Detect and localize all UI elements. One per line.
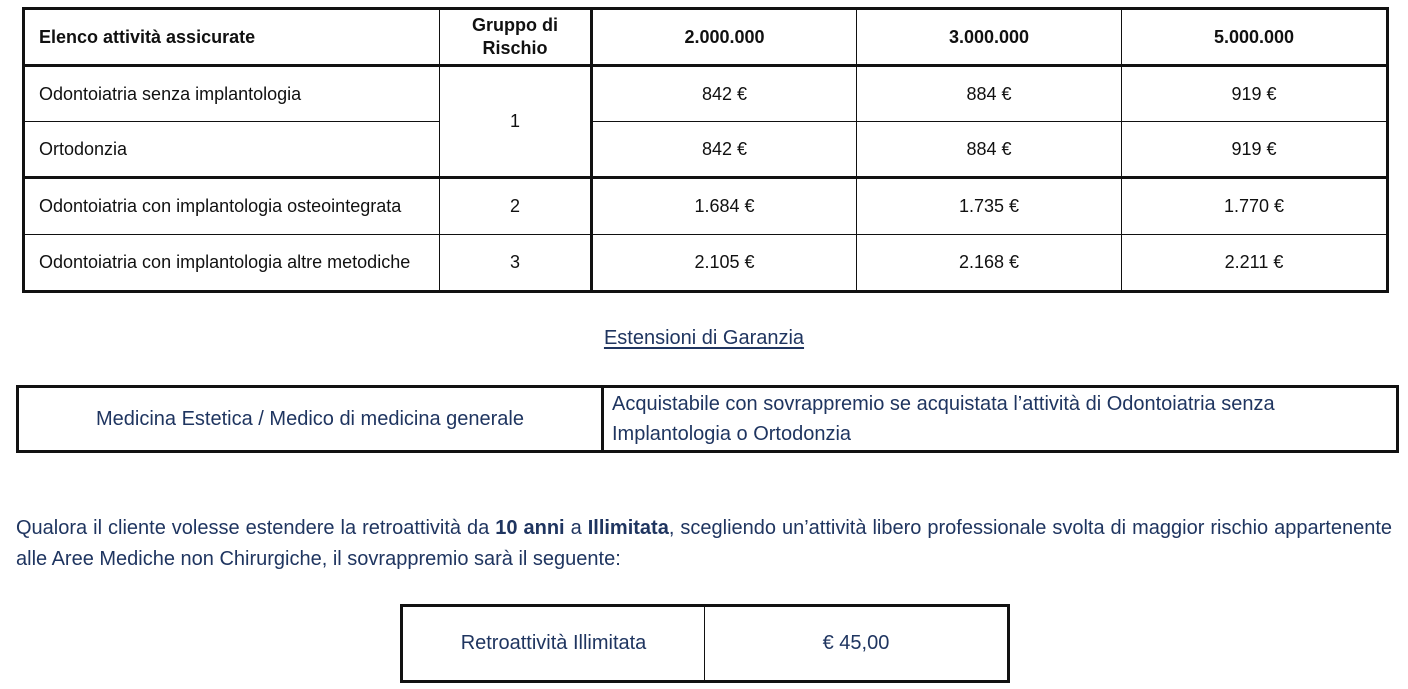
- table-row: [18, 387, 1398, 452]
- paragraph-text: Qualora il cliente volesse estendere la retroattività da: [16, 517, 496, 539]
- retroactivity-value-cell: € 45,00: [705, 606, 1009, 682]
- header-limit-2m: 2.000.000: [592, 9, 857, 66]
- price-cell: 1.735 €: [857, 178, 1122, 235]
- table-row: [24, 235, 1388, 292]
- header-limit-5m: 5.000.000: [1122, 9, 1388, 66]
- table-row: [24, 122, 1388, 178]
- pricing-table: [22, 7, 1389, 293]
- header-limit-3m: 3.000.000: [857, 9, 1122, 66]
- activity-cell: Odontoiatria con implantologia altre metodiche: [24, 235, 440, 292]
- price-cell: 1.770 €: [1122, 178, 1388, 235]
- price-cell: 2.105 €: [592, 235, 857, 292]
- retroactivity-paragraph: [16, 513, 1392, 575]
- header-activity: Elenco attività assicurate: [24, 9, 440, 66]
- activity-cell: Odontoiatria con implantologia osteointegrata: [24, 178, 440, 235]
- price-cell: 919 €: [1122, 122, 1388, 178]
- extension-condition-cell: Acquistabile con sovrappremio se acquistata l’attività di Odontoiatria senza Implantologia o Ortodonzia: [603, 387, 1398, 452]
- price-cell: 842 €: [592, 122, 857, 178]
- activity-cell: Odontoiatria senza implantologia: [24, 66, 440, 122]
- activity-cell: Ortodonzia: [24, 122, 440, 178]
- extensions-title: Estensioni di Garanzia: [603, 327, 805, 349]
- price-cell: 2.211 €: [1122, 235, 1388, 292]
- pricing-table-header-row: [24, 9, 1388, 66]
- price-cell: 884 €: [857, 66, 1122, 122]
- header-risk-group: Gruppo di Rischio: [440, 9, 592, 66]
- price-cell: 2.168 €: [857, 235, 1122, 292]
- table-row: [24, 178, 1388, 235]
- price-cell: 1.684 €: [592, 178, 857, 235]
- risk-group-cell: 2: [440, 178, 592, 235]
- risk-group-cell: 1: [440, 66, 592, 178]
- paragraph-bold-unlimited: Illimitata: [587, 517, 669, 539]
- retroactivity-table: [400, 604, 1010, 683]
- price-cell: 842 €: [592, 66, 857, 122]
- extensions-table: [16, 385, 1399, 453]
- retroactivity-label-cell: Retroattività Illimitata: [402, 606, 705, 682]
- risk-group-cell: 3: [440, 235, 592, 292]
- paragraph-text: , scegliendo un’attività libero professionale svolta di maggior rischio appartenente alle Aree Mediche non Chirurgiche, il sovrappremio sarà il seguente:: [16, 517, 1393, 570]
- table-row: [24, 66, 1388, 122]
- paragraph-bold-years: 10 anni: [495, 517, 565, 539]
- price-cell: 919 €: [1122, 66, 1388, 122]
- extension-item-cell: Medicina Estetica / Medico di medicina generale: [18, 387, 603, 452]
- table-row: [402, 606, 1009, 682]
- price-cell: 884 €: [857, 122, 1122, 178]
- paragraph-text: a: [564, 517, 588, 539]
